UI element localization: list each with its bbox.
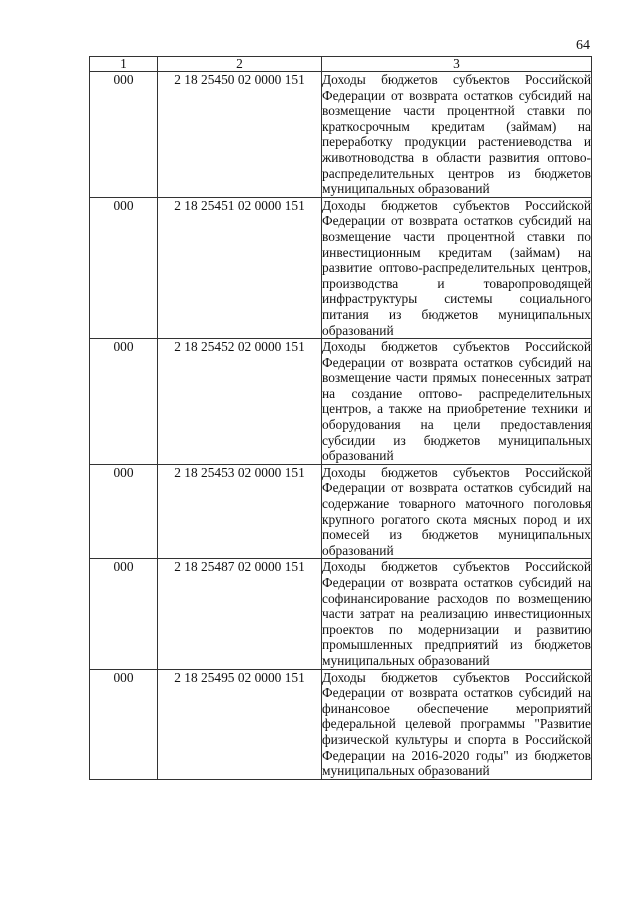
description-line: предприятий из бюджетов муниципальных: [322, 637, 591, 668]
description-line: приобретение техники и оборудования на: [322, 401, 591, 433]
description-line: Доходы бюджетов субъектов Российской: [322, 559, 591, 575]
description-line: Доходы бюджетов субъектов Российской: [322, 669, 591, 685]
table-row: [90, 669, 592, 779]
description-line: пород и их помесей из бюджетов: [322, 511, 592, 543]
admin-code-cell: 000: [90, 669, 158, 779]
description-line: образований: [418, 652, 490, 668]
admin-code-cell: 000: [90, 197, 158, 338]
description-line: на софинансирование расходов по: [322, 575, 591, 606]
budget-code-cell: 2 18 25495 02 0000 151: [158, 669, 322, 779]
description-line: муниципальных образований: [322, 527, 591, 558]
description-line: животноводства в области развития: [322, 149, 540, 165]
description-cell: [322, 464, 592, 559]
description-line: распределительных центров, а также на: [322, 385, 591, 417]
budget-code-cell: 2 18 25452 02 0000 151: [158, 339, 322, 465]
description-line: Доходы бюджетов субъектов Российской: [322, 339, 591, 355]
description-line: бюджетов муниципальных образований: [322, 306, 591, 338]
column-header-2: 2: [158, 57, 322, 72]
budget-code-cell: 2 18 25450 02 0000 151: [158, 72, 322, 198]
description-line: "Развитие физической культуры и спорта в: [322, 716, 591, 747]
column-header-1: 1: [90, 57, 158, 72]
description-line: федеральной целевой программы: [322, 716, 525, 732]
description-line: инвестиционным кредитам (займам) на: [322, 244, 591, 260]
table-header-row: [90, 57, 592, 72]
budget-code-cell: 2 18 25453 02 0000 151: [158, 464, 322, 559]
description-line: системы социального питания из: [322, 291, 591, 322]
description-line: на возмещение части процентной ставки по: [322, 87, 591, 119]
description-line: бюджетов муниципальных образований: [322, 165, 591, 197]
description-line: затрат на создание оптово-: [322, 370, 591, 401]
description-line: переработку продукции растениеводства и: [322, 134, 591, 150]
description-line: товаропроводящей инфраструктуры: [322, 275, 591, 307]
budget-revenue-table: [89, 56, 592, 780]
admin-code-cell: 000: [90, 72, 158, 198]
description-line: краткосрочным кредитам (займам) на: [322, 118, 591, 134]
description-line: на финансовое обеспечение мероприятий: [322, 685, 591, 716]
description-line: Федерации от возврата остатков субсидий: [322, 480, 573, 496]
budget-code-cell: 2 18 25487 02 0000 151: [158, 559, 322, 669]
table-row: [90, 72, 592, 198]
description-line: Российской Федерации на 2016-2020 годы": [322, 731, 591, 763]
description-cell: [322, 197, 592, 338]
column-header-3: 3: [322, 57, 592, 72]
description-line: на возмещение части прямых понесенных: [322, 354, 591, 386]
description-line: бюджетов муниципальных образований: [322, 432, 591, 464]
description-line: на возмещение части процентной ставки по: [322, 213, 591, 244]
description-cell: [322, 669, 592, 779]
description-line: Федерации от возврата остатков субсидий: [322, 685, 573, 701]
description-line: Доходы бюджетов субъектов Российской: [322, 72, 591, 87]
table-row: [90, 197, 592, 338]
description-cell: [322, 72, 592, 198]
description-line: Доходы бюджетов субъектов Российской: [322, 464, 591, 480]
description-line: Доходы бюджетов субъектов Российской: [322, 197, 591, 213]
budget-code-cell: 2 18 25451 02 0000 151: [158, 197, 322, 338]
description-line: модернизации и развитию промышленных: [322, 621, 591, 653]
page-number: 64: [576, 38, 590, 53]
description-cell: [322, 559, 592, 669]
description-line: Федерации от возврата остатков субсидий: [322, 213, 573, 229]
description-line: инвестиционных проектов по: [322, 606, 591, 637]
description-line: поголовья крупного рогатого скота мясных: [322, 496, 591, 527]
description-cell: [322, 339, 592, 465]
description-line: из бюджетов муниципальных образований: [322, 747, 591, 779]
description-line: Федерации от возврата остатков субсидий: [322, 87, 573, 103]
description-line: возмещению части затрат на реализацию: [322, 590, 591, 622]
description-line: центров, производства и: [322, 260, 591, 291]
admin-code-cell: 000: [90, 464, 158, 559]
description-line: Федерации от возврата остатков субсидий: [322, 354, 573, 370]
admin-code-cell: 000: [90, 339, 158, 465]
description-line: оптово-распределительных центров из: [322, 149, 591, 181]
description-line: цели предоставления субсидии из: [322, 417, 591, 448]
admin-code-cell: 000: [90, 559, 158, 669]
description-line: Федерации от возврата остатков субсидий: [322, 575, 573, 590]
description-line: развитие оптово-распределительных: [322, 260, 535, 276]
table-row: [90, 339, 592, 465]
table-row: [90, 464, 592, 559]
table-row: [90, 559, 592, 669]
description-line: на содержание товарного маточного: [322, 480, 591, 512]
